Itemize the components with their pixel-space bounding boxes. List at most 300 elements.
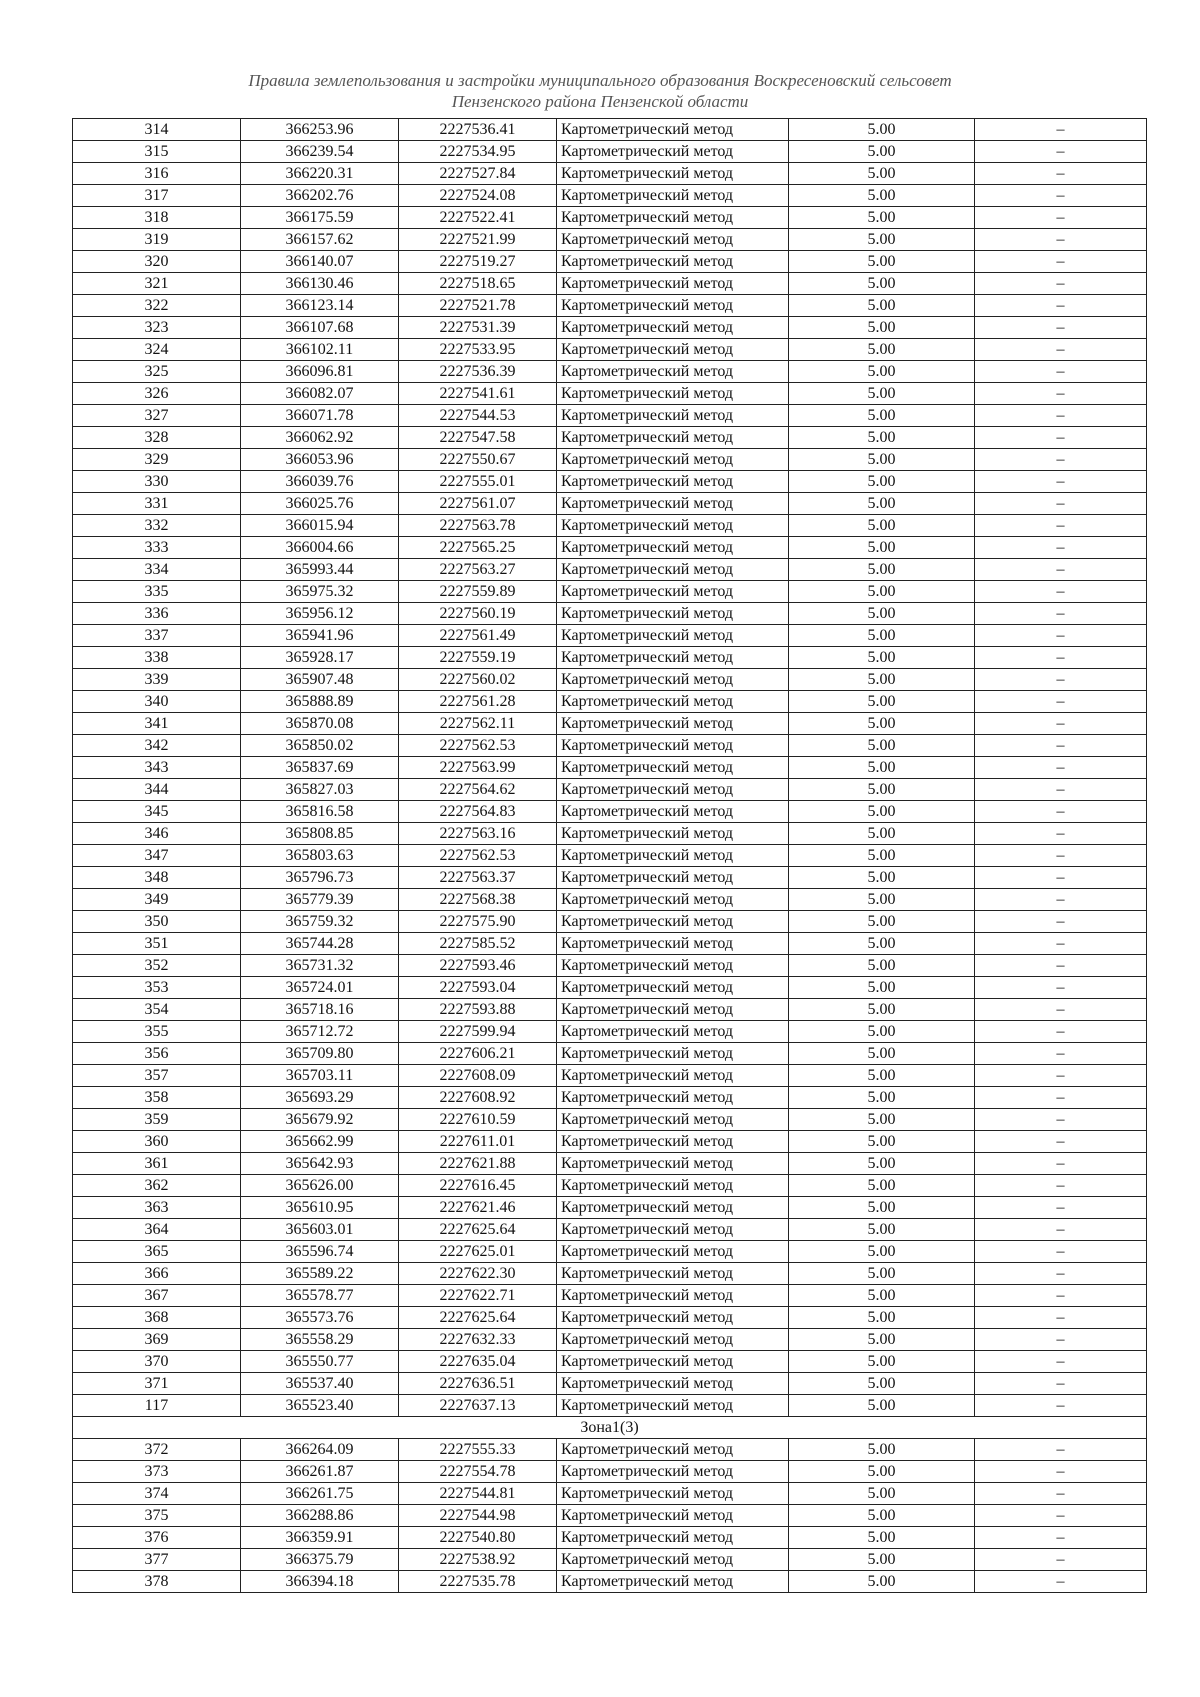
- table-row: [73, 317, 1147, 339]
- accuracy-cell: 5.00: [789, 625, 975, 647]
- y-coordinate-cell: 2227563.37: [399, 867, 557, 889]
- accuracy-cell: 5.00: [789, 1307, 975, 1329]
- method-cell: Картометрический метод: [557, 911, 789, 933]
- table-row: [73, 1505, 1147, 1527]
- x-coordinate-cell: 365589.22: [241, 1263, 399, 1285]
- method-cell: Картометрический метод: [557, 1461, 789, 1483]
- accuracy-cell: 5.00: [789, 757, 975, 779]
- y-coordinate-cell: 2227561.28: [399, 691, 557, 713]
- y-coordinate-cell: 2227562.53: [399, 845, 557, 867]
- accuracy-cell: 5.00: [789, 1043, 975, 1065]
- x-coordinate-cell: 365888.89: [241, 691, 399, 713]
- method-cell: Картометрический метод: [557, 1043, 789, 1065]
- accuracy-cell: 5.00: [789, 1175, 975, 1197]
- table-row: [73, 559, 1147, 581]
- x-coordinate-cell: 365941.96: [241, 625, 399, 647]
- x-coordinate-cell: 366015.94: [241, 515, 399, 537]
- point-number-cell: 358: [73, 1087, 241, 1109]
- method-cell: Картометрический метод: [557, 383, 789, 405]
- table-row: [73, 955, 1147, 977]
- x-coordinate-cell: 365712.72: [241, 1021, 399, 1043]
- table-row: [73, 889, 1147, 911]
- accuracy-cell: 5.00: [789, 1571, 975, 1593]
- method-cell: Картометрический метод: [557, 317, 789, 339]
- method-cell: Картометрический метод: [557, 1549, 789, 1571]
- table-row: [73, 911, 1147, 933]
- point-number-cell: 351: [73, 933, 241, 955]
- table-row: [73, 1263, 1147, 1285]
- point-number-cell: 369: [73, 1329, 241, 1351]
- table-row: [73, 647, 1147, 669]
- note-cell: –: [975, 911, 1147, 933]
- point-number-cell: 374: [73, 1483, 241, 1505]
- method-cell: Картометрический метод: [557, 625, 789, 647]
- x-coordinate-cell: 365679.92: [241, 1109, 399, 1131]
- method-cell: Картометрический метод: [557, 581, 789, 603]
- note-cell: –: [975, 449, 1147, 471]
- note-cell: –: [975, 1285, 1147, 1307]
- x-coordinate-cell: 366039.76: [241, 471, 399, 493]
- method-cell: Картометрический метод: [557, 779, 789, 801]
- note-cell: –: [975, 1131, 1147, 1153]
- accuracy-cell: 5.00: [789, 229, 975, 251]
- point-number-cell: 353: [73, 977, 241, 999]
- point-number-cell: 327: [73, 405, 241, 427]
- accuracy-cell: 5.00: [789, 1483, 975, 1505]
- x-coordinate-cell: 366253.96: [241, 119, 399, 141]
- method-cell: Картометрический метод: [557, 1373, 789, 1395]
- table-row: [73, 823, 1147, 845]
- method-cell: Картометрический метод: [557, 1197, 789, 1219]
- method-cell: Картометрический метод: [557, 471, 789, 493]
- point-number-cell: 333: [73, 537, 241, 559]
- x-coordinate-cell: 365610.95: [241, 1197, 399, 1219]
- method-cell: Картометрический метод: [557, 691, 789, 713]
- x-coordinate-cell: 366053.96: [241, 449, 399, 471]
- accuracy-cell: 5.00: [789, 977, 975, 999]
- y-coordinate-cell: 2227527.84: [399, 163, 557, 185]
- table-row: [73, 801, 1147, 823]
- note-cell: –: [975, 581, 1147, 603]
- note-cell: –: [975, 757, 1147, 779]
- accuracy-cell: 5.00: [789, 1109, 975, 1131]
- accuracy-cell: 5.00: [789, 603, 975, 625]
- point-number-cell: 316: [73, 163, 241, 185]
- note-cell: –: [975, 537, 1147, 559]
- point-number-cell: 334: [73, 559, 241, 581]
- accuracy-cell: 5.00: [789, 1197, 975, 1219]
- table-row: [73, 1175, 1147, 1197]
- note-cell: –: [975, 427, 1147, 449]
- method-cell: Картометрический метод: [557, 845, 789, 867]
- coordinates-table-body: [73, 119, 1147, 1593]
- point-number-cell: 320: [73, 251, 241, 273]
- x-coordinate-cell: 365759.32: [241, 911, 399, 933]
- note-cell: –: [975, 1175, 1147, 1197]
- point-number-cell: 347: [73, 845, 241, 867]
- y-coordinate-cell: 2227538.92: [399, 1549, 557, 1571]
- method-cell: Картометрический метод: [557, 141, 789, 163]
- y-coordinate-cell: 2227593.46: [399, 955, 557, 977]
- point-number-cell: 330: [73, 471, 241, 493]
- x-coordinate-cell: 365827.03: [241, 779, 399, 801]
- x-coordinate-cell: 365642.93: [241, 1153, 399, 1175]
- method-cell: Картометрический метод: [557, 1483, 789, 1505]
- y-coordinate-cell: 2227585.52: [399, 933, 557, 955]
- method-cell: Картометрический метод: [557, 361, 789, 383]
- y-coordinate-cell: 2227599.94: [399, 1021, 557, 1043]
- method-cell: Картометрический метод: [557, 1439, 789, 1461]
- point-number-cell: 360: [73, 1131, 241, 1153]
- accuracy-cell: 5.00: [789, 1439, 975, 1461]
- note-cell: –: [975, 251, 1147, 273]
- header-line-2: Пензенского района Пензенской области: [451, 92, 749, 111]
- table-row: [73, 625, 1147, 647]
- accuracy-cell: 5.00: [789, 1263, 975, 1285]
- accuracy-cell: 5.00: [789, 141, 975, 163]
- x-coordinate-cell: 365709.80: [241, 1043, 399, 1065]
- method-cell: Картометрический метод: [557, 669, 789, 691]
- note-cell: –: [975, 1307, 1147, 1329]
- x-coordinate-cell: 366107.68: [241, 317, 399, 339]
- note-cell: –: [975, 713, 1147, 735]
- method-cell: Картометрический метод: [557, 229, 789, 251]
- method-cell: Картометрический метод: [557, 1351, 789, 1373]
- method-cell: Картометрический метод: [557, 559, 789, 581]
- point-number-cell: 350: [73, 911, 241, 933]
- x-coordinate-cell: 366082.07: [241, 383, 399, 405]
- accuracy-cell: 5.00: [789, 1021, 975, 1043]
- table-row: [73, 1241, 1147, 1263]
- method-cell: Картометрический метод: [557, 1131, 789, 1153]
- y-coordinate-cell: 2227568.38: [399, 889, 557, 911]
- y-coordinate-cell: 2227610.59: [399, 1109, 557, 1131]
- y-coordinate-cell: 2227560.02: [399, 669, 557, 691]
- x-coordinate-cell: 365603.01: [241, 1219, 399, 1241]
- method-cell: Картометрический метод: [557, 1395, 789, 1417]
- table-row: [73, 933, 1147, 955]
- method-cell: Картометрический метод: [557, 823, 789, 845]
- point-number-cell: 321: [73, 273, 241, 295]
- point-number-cell: 344: [73, 779, 241, 801]
- method-cell: Картометрический метод: [557, 1571, 789, 1593]
- accuracy-cell: 5.00: [789, 515, 975, 537]
- point-number-cell: 319: [73, 229, 241, 251]
- x-coordinate-cell: 365703.11: [241, 1065, 399, 1087]
- accuracy-cell: 5.00: [789, 471, 975, 493]
- y-coordinate-cell: 2227562.11: [399, 713, 557, 735]
- y-coordinate-cell: 2227536.41: [399, 119, 557, 141]
- x-coordinate-cell: 365850.02: [241, 735, 399, 757]
- table-row: [73, 339, 1147, 361]
- accuracy-cell: 5.00: [789, 383, 975, 405]
- table-row: [73, 581, 1147, 603]
- y-coordinate-cell: 2227621.46: [399, 1197, 557, 1219]
- accuracy-cell: 5.00: [789, 185, 975, 207]
- accuracy-cell: 5.00: [789, 1219, 975, 1241]
- point-number-cell: 326: [73, 383, 241, 405]
- accuracy-cell: 5.00: [789, 1373, 975, 1395]
- accuracy-cell: 5.00: [789, 955, 975, 977]
- accuracy-cell: 5.00: [789, 559, 975, 581]
- zone-header-row: [73, 1417, 1147, 1439]
- y-coordinate-cell: 2227563.78: [399, 515, 557, 537]
- method-cell: Картометрический метод: [557, 757, 789, 779]
- method-cell: Картометрический метод: [557, 1175, 789, 1197]
- y-coordinate-cell: 2227541.61: [399, 383, 557, 405]
- table-row: [73, 1153, 1147, 1175]
- y-coordinate-cell: 2227547.58: [399, 427, 557, 449]
- x-coordinate-cell: 366288.86: [241, 1505, 399, 1527]
- point-number-cell: 335: [73, 581, 241, 603]
- method-cell: Картометрический метод: [557, 449, 789, 471]
- accuracy-cell: 5.00: [789, 581, 975, 603]
- accuracy-cell: 5.00: [789, 1131, 975, 1153]
- point-number-cell: 367: [73, 1285, 241, 1307]
- x-coordinate-cell: 365744.28: [241, 933, 399, 955]
- accuracy-cell: 5.00: [789, 449, 975, 471]
- table-row: [73, 1065, 1147, 1087]
- note-cell: –: [975, 1241, 1147, 1263]
- point-number-cell: 370: [73, 1351, 241, 1373]
- accuracy-cell: 5.00: [789, 119, 975, 141]
- y-coordinate-cell: 2227563.27: [399, 559, 557, 581]
- table-row: [73, 779, 1147, 801]
- method-cell: Картометрический метод: [557, 603, 789, 625]
- note-cell: –: [975, 845, 1147, 867]
- y-coordinate-cell: 2227564.62: [399, 779, 557, 801]
- x-coordinate-cell: 365718.16: [241, 999, 399, 1021]
- x-coordinate-cell: 365626.00: [241, 1175, 399, 1197]
- note-cell: –: [975, 141, 1147, 163]
- accuracy-cell: 5.00: [789, 427, 975, 449]
- point-number-cell: 366: [73, 1263, 241, 1285]
- note-cell: –: [975, 559, 1147, 581]
- accuracy-cell: 5.00: [789, 295, 975, 317]
- y-coordinate-cell: 2227535.78: [399, 1571, 557, 1593]
- note-cell: –: [975, 515, 1147, 537]
- note-cell: –: [975, 1549, 1147, 1571]
- y-coordinate-cell: 2227606.21: [399, 1043, 557, 1065]
- table-row: [73, 427, 1147, 449]
- point-number-cell: 348: [73, 867, 241, 889]
- table-row: [73, 1109, 1147, 1131]
- note-cell: –: [975, 1021, 1147, 1043]
- method-cell: Картометрический метод: [557, 295, 789, 317]
- table-row: [73, 251, 1147, 273]
- table-row: [73, 185, 1147, 207]
- note-cell: –: [975, 273, 1147, 295]
- x-coordinate-cell: 366096.81: [241, 361, 399, 383]
- y-coordinate-cell: 2227625.01: [399, 1241, 557, 1263]
- method-cell: Картометрический метод: [557, 185, 789, 207]
- x-coordinate-cell: 366220.31: [241, 163, 399, 185]
- accuracy-cell: 5.00: [789, 163, 975, 185]
- accuracy-cell: 5.00: [789, 823, 975, 845]
- y-coordinate-cell: 2227622.30: [399, 1263, 557, 1285]
- x-coordinate-cell: 366239.54: [241, 141, 399, 163]
- x-coordinate-cell: 366175.59: [241, 207, 399, 229]
- point-number-cell: 339: [73, 669, 241, 691]
- table-row: [73, 1483, 1147, 1505]
- point-number-cell: 363: [73, 1197, 241, 1219]
- point-number-cell: 324: [73, 339, 241, 361]
- x-coordinate-cell: 366025.76: [241, 493, 399, 515]
- x-coordinate-cell: 365808.85: [241, 823, 399, 845]
- x-coordinate-cell: 365537.40: [241, 1373, 399, 1395]
- y-coordinate-cell: 2227637.13: [399, 1395, 557, 1417]
- point-number-cell: 317: [73, 185, 241, 207]
- method-cell: Картометрический метод: [557, 933, 789, 955]
- x-coordinate-cell: 365779.39: [241, 889, 399, 911]
- table-row: [73, 713, 1147, 735]
- point-number-cell: 329: [73, 449, 241, 471]
- note-cell: –: [975, 779, 1147, 801]
- method-cell: Картометрический метод: [557, 273, 789, 295]
- note-cell: –: [975, 1351, 1147, 1373]
- accuracy-cell: 5.00: [789, 933, 975, 955]
- note-cell: –: [975, 977, 1147, 999]
- x-coordinate-cell: 365693.29: [241, 1087, 399, 1109]
- y-coordinate-cell: 2227563.99: [399, 757, 557, 779]
- point-number-cell: 378: [73, 1571, 241, 1593]
- x-coordinate-cell: 365796.73: [241, 867, 399, 889]
- table-row: [73, 361, 1147, 383]
- accuracy-cell: 5.00: [789, 537, 975, 559]
- x-coordinate-cell: 366130.46: [241, 273, 399, 295]
- point-number-cell: 356: [73, 1043, 241, 1065]
- table-row: [73, 471, 1147, 493]
- y-coordinate-cell: 2227635.04: [399, 1351, 557, 1373]
- note-cell: –: [975, 1219, 1147, 1241]
- accuracy-cell: 5.00: [789, 493, 975, 515]
- x-coordinate-cell: 366375.79: [241, 1549, 399, 1571]
- y-coordinate-cell: 2227555.01: [399, 471, 557, 493]
- y-coordinate-cell: 2227524.08: [399, 185, 557, 207]
- table-row: [73, 383, 1147, 405]
- method-cell: Картометрический метод: [557, 1109, 789, 1131]
- x-coordinate-cell: 366202.76: [241, 185, 399, 207]
- table-row: [73, 229, 1147, 251]
- x-coordinate-cell: 366261.87: [241, 1461, 399, 1483]
- y-coordinate-cell: 2227554.78: [399, 1461, 557, 1483]
- point-number-cell: 365: [73, 1241, 241, 1263]
- method-cell: Картометрический метод: [557, 1065, 789, 1087]
- zone-label: Зона1(3): [73, 1417, 1147, 1439]
- x-coordinate-cell: 366102.11: [241, 339, 399, 361]
- point-number-cell: 352: [73, 955, 241, 977]
- note-cell: –: [975, 361, 1147, 383]
- point-number-cell: 371: [73, 1373, 241, 1395]
- note-cell: –: [975, 493, 1147, 515]
- x-coordinate-cell: 366140.07: [241, 251, 399, 273]
- y-coordinate-cell: 2227593.88: [399, 999, 557, 1021]
- method-cell: Картометрический метод: [557, 647, 789, 669]
- table-row: [73, 295, 1147, 317]
- x-coordinate-cell: 366071.78: [241, 405, 399, 427]
- method-cell: Картометрический метод: [557, 889, 789, 911]
- note-cell: –: [975, 1087, 1147, 1109]
- y-coordinate-cell: 2227625.64: [399, 1307, 557, 1329]
- method-cell: Картометрический метод: [557, 339, 789, 361]
- method-cell: Картометрический метод: [557, 713, 789, 735]
- method-cell: Картометрический метод: [557, 1527, 789, 1549]
- accuracy-cell: 5.00: [789, 1549, 975, 1571]
- y-coordinate-cell: 2227575.90: [399, 911, 557, 933]
- note-cell: –: [975, 867, 1147, 889]
- point-number-cell: 375: [73, 1505, 241, 1527]
- point-number-cell: 346: [73, 823, 241, 845]
- point-number-cell: 342: [73, 735, 241, 757]
- x-coordinate-cell: 366123.14: [241, 295, 399, 317]
- method-cell: Картометрический метод: [557, 1307, 789, 1329]
- note-cell: –: [975, 185, 1147, 207]
- y-coordinate-cell: 2227632.33: [399, 1329, 557, 1351]
- x-coordinate-cell: 365803.63: [241, 845, 399, 867]
- note-cell: –: [975, 229, 1147, 251]
- accuracy-cell: 5.00: [789, 647, 975, 669]
- x-coordinate-cell: 365907.48: [241, 669, 399, 691]
- x-coordinate-cell: 365662.99: [241, 1131, 399, 1153]
- method-cell: Картометрический метод: [557, 1505, 789, 1527]
- table-row: [73, 1461, 1147, 1483]
- method-cell: Картометрический метод: [557, 163, 789, 185]
- note-cell: –: [975, 1461, 1147, 1483]
- accuracy-cell: 5.00: [789, 317, 975, 339]
- accuracy-cell: 5.00: [789, 1065, 975, 1087]
- table-row: [73, 999, 1147, 1021]
- table-row: [73, 1285, 1147, 1307]
- table-row: [73, 207, 1147, 229]
- accuracy-cell: 5.00: [789, 999, 975, 1021]
- table-row: [73, 1021, 1147, 1043]
- method-cell: Картометрический метод: [557, 1021, 789, 1043]
- point-number-cell: 340: [73, 691, 241, 713]
- y-coordinate-cell: 2227625.64: [399, 1219, 557, 1241]
- accuracy-cell: 5.00: [789, 1461, 975, 1483]
- note-cell: –: [975, 405, 1147, 427]
- point-number-cell: 354: [73, 999, 241, 1021]
- accuracy-cell: 5.00: [789, 1087, 975, 1109]
- table-row: [73, 1197, 1147, 1219]
- y-coordinate-cell: 2227593.04: [399, 977, 557, 999]
- point-number-cell: 359: [73, 1109, 241, 1131]
- accuracy-cell: 5.00: [789, 1153, 975, 1175]
- point-number-cell: 368: [73, 1307, 241, 1329]
- y-coordinate-cell: 2227611.01: [399, 1131, 557, 1153]
- y-coordinate-cell: 2227544.53: [399, 405, 557, 427]
- table-row: [73, 1307, 1147, 1329]
- point-number-cell: 328: [73, 427, 241, 449]
- point-number-cell: 117: [73, 1395, 241, 1417]
- x-coordinate-cell: 365956.12: [241, 603, 399, 625]
- x-coordinate-cell: 365550.77: [241, 1351, 399, 1373]
- x-coordinate-cell: 365975.32: [241, 581, 399, 603]
- point-number-cell: 357: [73, 1065, 241, 1087]
- accuracy-cell: 5.00: [789, 801, 975, 823]
- accuracy-cell: 5.00: [789, 713, 975, 735]
- accuracy-cell: 5.00: [789, 1505, 975, 1527]
- x-coordinate-cell: 365596.74: [241, 1241, 399, 1263]
- point-number-cell: 343: [73, 757, 241, 779]
- table-row: [73, 1219, 1147, 1241]
- point-number-cell: 373: [73, 1461, 241, 1483]
- table-row: [73, 1131, 1147, 1153]
- page-header: [0, 70, 1200, 112]
- note-cell: –: [975, 1109, 1147, 1131]
- accuracy-cell: 5.00: [789, 1285, 975, 1307]
- table-row: [73, 1571, 1147, 1593]
